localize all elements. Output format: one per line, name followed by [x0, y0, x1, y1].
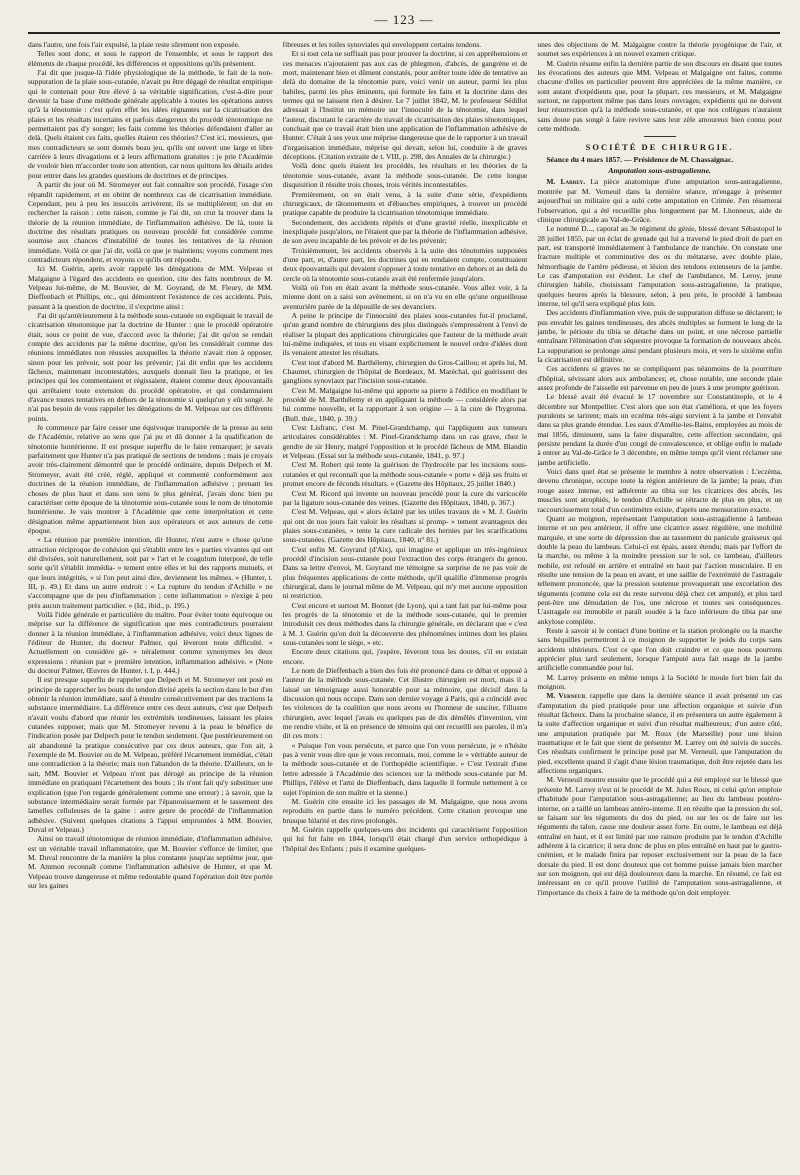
- column-right: [537, 40, 782, 1167]
- paragraph: Le nom de Dieffenbach a bien des fois été prononcé dans ce débat et opposé à l'auteur de la méthode sous-cutanée. Cet illustre chirurgien est mort, mais il a laissé un témoignage aussi honorable pour sa mémoire, que décisif dans la discussion qui nous occupe. Dans son dernier voyage à Paris, qui a coïncidé avec les violences de la coalition que nous avons eu l'honneur de susciter, l'illustre chirurgien, avec lequel j'avais eu quelques pas de dix démêlés d'invention, vint me rendre visite, et là en présence de témoins qui ont recueilli ses paroles, il m'a dit ces mots :: [282, 666, 528, 741]
- header-rule: [28, 32, 780, 34]
- paragraph: J'ai dit qu'antérieurement à la méthode sous-cutanée on expliquait le travail de cicatrisation ténotomique par la doctrine de Hunter : que le procédé opératoire était, sous ce point de vue, d'accord avec la théorie; j'ai dit qu'on se rendait compte des accidents par la même doctrine, qu'on les considérait comme des réunions immédiates non réussies auxquelles la théorie n'avait rien à opposer, sinon pour les prévoir, soit pour les prévenir; j'ai dit enfin que les accidents fâcheux, maintenant incontestables, auxquels donnait lieu la pratique, et les principes qui les commentaient et régissaient, étaient comme deux épouvantails qui arrêtaient toute extension du procédé opératoire, et qui condamnaient d'avance toutes tentatives en dehors de la ténotomie si quelqu'un y eût songé. Je n'ai pas besoin de vous rappeler les dénégations de M. Velpeau sur ces différents points.: [28, 310, 273, 423]
- paragraph: fibreuses et les toiles synoviales qui enveloppent certains tendons.: [282, 40, 482, 49]
- section-rule: [644, 136, 676, 137]
- paragraph: Troisièmement, les accidents observés à la suite des ténotomies supposées d'une part, et, d'autre part, les doctrines qui en rendaient compte, constituaient deux épouvantails qui devaient s'opposer à toute tentative en dehors et au delà du cercle où la ténotomie sous-cutanée avait été renfermée jusqu'alors.: [282, 245, 528, 283]
- session-line: Séance du 4 mars 1857. — Présidence de M. Chassaignac.: [546, 154, 734, 164]
- speaker-name: M. Larrey.: [546, 177, 586, 187]
- paragraph: [537, 691, 782, 775]
- paragraph: C'est enfin M. Goyrand (d'Aix), qui imagine et applique un très-ingénieux procédé d'incision sous-cutanée pour l'extraction des corps étrangers du genou. Dans sa lettre d'envoi, M. Goyrand me témoigne sa surprise de ne pas voir de plus fréquentes applications de cette méthode, qu'il qualifie d'immense progrès chirurgical, dans le journal même de M. Velpeau, qui m'y met aucune opposition ni restriction.: [282, 544, 528, 601]
- section-title: SOCIÉTÉ DE CHIRURGIE.: [585, 142, 734, 153]
- paragraph: Quant au moignon, représentant l'amputation sous-astragalienne à lambeau interne et un peu antérieur, il offre une cicatrice assez régulière, une mobilité marquée, et une sorte de dépression due au tassement du panicule graisseux qui double la peau du lambeau. Celui-ci est épais, assez étendu; mais par l'effort de la marche, ou même à la moindre pression sur le sol, ce lambeau, d'ailleurs mobile, est refoulé en arrière et entraîné en haut par l'action musculaire. Il en résulte une tension de la peau en avant, et une saillie de l'extrémité de l'astragale tellement prononcée, que la pression soutenue provoquerait une excoriation des téguments (comme cela est du reste survenu déjà chez cet amputé), et plus tard peut-être une dénudation de l'os, une nécrose et toutes ses conséquences. L'astragale est immobile et paraît soudée à la face inférieure du tibia par une ankylose complète.: [537, 513, 782, 626]
- paragraph: dans l'autre, une fois l'air expulsé, la plaie reste sûrement non exposée.: [28, 40, 240, 49]
- text-columns: [28, 40, 782, 1167]
- paragraph: « Puisque l'on vous persécute, et parce que l'on vous persécute, je » n'hésite pas à venir vous dire que je vous reconnais, moi, comme le » véritable auteur de la méthode sous-cutanée et de l'orthopédie scientifique. » C'est l'extrait d'une lettre adressée à l'Académie des sciences sur la méthode sous-cutanée par M. Phillips, l'élève et l'ami de Dieffenbach, dans laquelle il formule nettement à ce sujet l'opinion de son maître et la sienne.): [282, 740, 528, 797]
- paragraph: M. Guérin rappelle quelques-uns des incidents qui caractérisent l'opposition qui lui fut faite en 1844, lorsqu'il était chargé d'un service orthopédique à l'hôpital des Enfants ; puis il examine quelques-: [282, 824, 528, 853]
- column-left: [28, 40, 273, 1167]
- paragraph-text: rappelle que dans la dernière séance il avait présenté un cas d'amputation du pied pratiquée pour une affection organique et suivie d'un résultat fâcheux. Dans la prochaine séance, il en présentera un autre également à la suite d'affection organique et suivi d'un résultat malheureux; d'un autre côté, une amputation pratiquée par M. Roux (de Marseille) pour une lésion traumatique et le fait que vient de présenter M. Larrey ont été suivis de succès. Ces résultats confirment le principe posé par M. Verneuil, que l'amputation du pied, excellente quand il s'agit d'une lésion traumatique, doit être rejetée dans les affections organiques.: [537, 691, 782, 776]
- paragraph: M. Verneuil montre ensuite que le procédé qui a été employé sur le blessé que présente M. Larrey n'est ni le procédé de M. Jules Roux, ni celui qu'on emploie d'habitude pour l'amputation sous-astragalienne; au lieu du lambeau postéro-interne, on a taillé un lambeau antéro-interne. Il en résulte que la pression du sol, se faisant sur les téguments du dos du pied, ou sur les os de faire sur les téguments du talon, cause une douleur assez forte. En outre, le lambeau est déjà entraîné en haut, et il est limité par une rainure produite par le tendon d'Achille adhérent à la cicatrice; il sera donc de plus en plus entraîné en haut par le gastro-cnémien, et le malade finira par reposer exclusivement sur la peau de la face dorsale du pied. Il est donc douteux que cet homme puisse jamais bien marcher sur son moignon, qui est déjà douloureux dans la marche. En résumé, ce fait est intéressant en ce qu'il prouve l'utilité de l'amputation sous-astragalienne, et l'importance du choix à faire de la méthode qu'on doit employer.: [537, 775, 782, 897]
- paragraph: Ici M. Guérin, après avoir rappelé les dénégations de MM. Velpeau et Malgaigne à l'égard des accidents en question, cite des faits nombreux de M. Velpeau lui-même, de M. Bouvier, de M. Goyrand, de M. Fleury, de MM. Dieffenbach et Phillips, etc., qui démontrent l'existence de ces accidents. Puis, passant à la question de doctrine, il s'exprime ainsi :: [28, 264, 273, 311]
- paragraph: Il est presque superflu de rappeler que Delpech et M. Stromeyer ont posé en principe de rapprocher les bouts du tendon divisé après la section dans le but d'en obtenir la réunion immédiate, sauf à étendre consécutivement par des tractions la substance intermédiaire. La différence entre ces deux auteurs, c'est que Delpech n'avait voulu d'abord que réunir les extrémités tendineuses, laissant les plaies cutanées supposer, mais que M. Stromeyer revenu à la peau le bénéfice de l'indication posée par Delpech pour le tendon seulement. Que postérieurement on ait abandonné la pratique consécutive par ces deux auteurs, que l'on ait, à l'exemple de M. Bouvier ou de M. Velpeau, préféré l'écartement immédiat, c'était une contradiction à la théorie; mais non l'abandon de la théorie. D'ailleurs, on le sait, MM. Bouvier et Velpeau n'ont pas dérogé au principe de la réunion immédiate en pratiquant l'écartement des bouts ; ils n'ont fait qu'y substituer une explication (que l'on regarde généralement comme une erreur) ; à savoir, que la substance intermédiaire serait formée par l'épanouissement et le tassement des lamelles celluleuses de la gaine : autre genre de procédé de l'inflammation adhésive. (Suivent quelques citations à l'appui empruntées à MM. Bouvier, Duval et Velpeau.): [28, 675, 273, 834]
- paragraph: M. Larrey présente en même temps à la Société le moule fort bien fait du moignon.: [537, 672, 782, 692]
- paragraph-text: La pièce anatomique d'une amputation sous-astragalienne, montrée par M. Verneuil dans la dernière séance, m'engage à présenter aujourd'hui un militaire qui a subi cette amputation en Crimée. J'en résumerai l'observation, qui a été recueillie plus longuement par M. Lhonneux, aide de clinique chirurgicale au Val-de-Grâce.: [537, 177, 782, 224]
- paragraph: Des accidents d'inflammation vive, puis de suppuration diffuse se déclarent; le pus envahit les gaines tendineuses, des abcès multiples se forment le long de la jambe, le périoste du tibia se détache dans un point, et une nécrose partielle entraînant l'élimination d'un séquestre provoque la formation de nouveaux abcès. La suppuration se prolonge ainsi pendant plusieurs mois, et vers le sixième enfin la cicatrisation est définitive.: [537, 308, 782, 364]
- paragraph: Je commence par faire cesser une équivoque transportée de la presse au sein de l'Académie, relative au sens que j'ai pu et dû donner à la qualification de ténotomie huntérienne. Il est presque superflu de le faire remarquer; je savais parfaitement que Hunter n'a pas pratiqué de sections de tendons ; mais je croyais avoir très-clairement démontré que le procédé ordinaire, depuis Delpech et M. Stromeyer, avait été créé, réglé, appliqué et commenté conformément aux doctrines de la réunion immédiate, de l'inflammation adhésive ; prenant les choses de plus haut et dans son sens le plus général, j'avais donc bien pu caractériser cette époque de la ténotomie sous-cutanée sous le nom de ténotomie huntérienne. Je vais montrer à l'Académie que cette interprétation et cette désignation même appartiennent bien aux opérateurs et aux auteurs de cette époque.: [28, 423, 273, 535]
- section-subtitle: Amputation sous-astragalienne.: [608, 166, 711, 176]
- paragraph: C'est encore et surtout M. Bonnet (de Lyon), qui a tant fait par lui-même pour les progrès de la ténotomie et de la méthode sous-cutanée, qui le premier introduisit ces deux méthodes dans la chirurgie générale, en déclarant que « c'est à M. J. Guérin qu'on doit la découverte des phénomènes intimes dont les plaies sous-cutanées sont le siège, » etc.: [282, 600, 528, 647]
- paragraph: C'est M. Velpeau, qui « alors éclairé par les utiles travaux de » M. J. Guérin qui ont de nos jours fait valoir les résultats si promp- » tement avantageux des plaies sous-cutanées, » tente la cure radicale des hernies par les scarifications sous-cutanées. (Gazette des Hôpitaux, 1840, n° 81.): [282, 507, 528, 545]
- paragraph: C'est M. Ricord qui invente un nouveau procédé pour la cure du varicocèle par la ligature sous-cutanée des veines. (Gazette des Hôpitaux, 1840, p. 367.): [282, 488, 528, 507]
- paragraph: [537, 177, 782, 224]
- paragraph: C'est tout d'abord M. Barthélemy, chirurgien du Gros-Caillou; et après lui, M. Chaumet, chirurgien de l'hôpital de Bordeaux, M. Maréchal, qui guérissent des ganglions synoviaux par l'incision sous-cutanée.: [282, 357, 528, 386]
- paragraph: C'est M. Robert qui tente la guérison de l'hydrocèle par les incisions sous-cutanées et qui reconnaît que la méthode sous-cutanée « porte » déjà ses fruits et promet encore de féconds résultats. » (Gazette des Hôpitaux, 25 juillet 1840.): [282, 460, 528, 489]
- paragraph: Premièrement, on en était venu, à la suite d'une série, d'expédients chirurgicaux, de tâtonnements et d'ébauches empiriques, à trouver un procédé pratique capable de produire la cicatrisation ténotomique immédiate.: [282, 189, 528, 218]
- paragraph: Telles sont donc, et sous le rapport de l'ensemble, et sous le rapport des éléments de chaque procédé, les différences et oppositions qu'ils présentent.: [28, 49, 273, 68]
- paragraph: Secondement, des accidents répétés et d'une gravité réelle, inexplicable et inexpliquée jusqu'alors, ne l'étaient que par la théorie de l'inflammation adhésive, de son aveu incapable de les prévoir et de les prévenir;: [282, 217, 528, 246]
- paragraph: Voilà donc quels étaient les procédés, les résultats et les théories de la ténotomie sous-cutanée, avant la méthode sous-cutanée. De cette longue disquisition il résulte trois choses, trois vérités incontestables.: [282, 161, 528, 190]
- paragraph: Le blessé avait été évacué le 17 novembre sur Constantinople, et le 4 décembre sur Montpellier. C'est alors que son état s'améliora, et que les foyers purulents se tarirent; mais un eczéma très-aigu survient à la jambe et l'envahit dans sa plus grande étendue. Les eaux d'Amélie-les-Bains, employées au mois de mai 1856, diminuent, sans la faire disparaître, cette affection secondaire, qui persiste pendant la durée d'un congé de convalescence, et oblige enfin le malade à entrer au Val-de-Grâce le 3 décembre, en même temps qu'il vient réclamer une jambe artificielle.: [537, 392, 782, 467]
- paragraph: M. Guérin résume enfin la dernière partie de son discours en disant que toutes les évocations des auteurs que MM. Velpeau et Malgaigne ont faites, comme chacune d'elles en particulier peuvent être appréciées de la même manière, ce sont autant d'expédients que, pour la plupart, ces messieurs, et M. Malgaigne surtout, ne rapportent même pas dans leurs ouvrages; expédients qui ne doivent leur résurrection qu'à la méthode sous-cutanée, et que nos collègues n'auraient sans doute pas songé à faire revivre sans leur zèle amoureux bien connu pour cette méthode.: [537, 58, 782, 134]
- paragraph: A peine le principe de l'innocuité des plaies sous-cutanées fut-il proclamé, qu'un grand nombre de chirurgiens des plus distingués s'empressèrent à l'envi de réaliser la plupart des applications chirurgicales que l'auteur de la méthode avait lui-même indiquées, et tous en visant explicitement le nouvel ordre d'idées dont ils venaient attester les résultats.: [282, 310, 528, 358]
- paragraph: A partir du jour où M. Stromeyer eut fait connaître son procédé, l'usage s'en répandit rapidement, et en obtint de nombreux cas de cicatrisation immédiate. Cependant, peu à peu les insuccès arrivèrent; ils se multiplièrent; on dut en rechercher la raison : cette raison, comme je l'ai dit, on crut la trouver dans la théorie de la réunion immédiate, de l'inflammation adhésive. De là, toute la doctrine des résultats pratiques ou nouveau procédé fut considérée comme soumise aux chances d'instabilité de toutes les tentatives de la réunion immédiate. Voilà ce que j'ai dit, voilà ce que je maintiens; voyons comment mes contradicteurs répondent, et voyons ce qu'ils ont répondu.: [28, 180, 273, 264]
- page-header: [28, 12, 780, 32]
- paragraph: Et si tout cela ne suffisait pas pour prouver la doctrine, si ces appréhensions et ces menaces n'ajoutaient pas aux cas de phlegmon, d'abcès, de gangrène et de mort, maintenant bien et dûment constatés, pour arrêter toute idée de tentative au delà du domaine de la ténotomie pure, voici venir un auteur, parmi les plus habiles, parmi les plus éminents, qui formule les faits et la doctrine dans des termes qui ne laissent rien à désirer. Le 7 juillet 1842, M. le professeur Sédillot adressait à l'Institut un mémoire sur l'innocuité de la ténotomie, dans lequel l'auteur, discutant le caractère du travail de cicatrisation des plaies ténotomiques, concluait que ce travail était bien une application de l'inflammation adhésive de Hunter. C'était à ses yeux une méprise dangereuse que de le rapporter à un travail d'organisation immédiate, méprise qui devait, selon lui, conduire à de graves déceptions. (Citation extraite de t. VIII, p. 298, des Annales de la chirurgie.): [282, 49, 528, 162]
- paragraph: Voilà l'idée générale et particulière du maître. Pour éviter toute équivoque ou méprise sur la différence de signification que mes contradicteurs pourraient donner à la réunion immédiate, à l'inflammation adhésive, voici deux lignes de l'éditeur de Hunter, du docteur Palmer, qui lèveront toute difficulté. « Actuellement on considère gé- » néralement comme synonymes les deux expressions : réunion par » première intention, inflammation adhésive. » (Note du docteur Palmer, Œuvres de Hunter, t. I, p. 444.): [28, 609, 273, 676]
- paragraph: M. Guérin cite ensuite ici les passages de M. Malgaigne, que nous avons reproduits en partie dans le numéro précédent. Cette citation provoque une brusque hilarité et des rires prolongés.: [282, 796, 528, 825]
- paragraph: Le nommé D..., caporal au 3e régiment du génie, blessé devant Sébastopol le 28 juillet 1855, par un éclat de grenade qui lui a traversé le pied droit de part en part, est transporté immédiatement à l'ambulance de tranchée. On constate une fracture multiple et comminutive des os du métatarse, avec double plaie, hémorrhagie de l'artère pédieuse, et lésion des tendons extenseurs de la jambe. Le cas d'amputation est évident. Le chef de l'ambulance, M. Leroy, jeune chirurgien habile, choisissant l'amputation sous-astragalienne, la pratique, quelques heures après la blessure, selon, à peu près, le procédé à lambeau interne, tel qu'il sera expliqué plus loin.: [537, 224, 782, 308]
- page-number: — 123 —: [374, 12, 434, 27]
- paragraph: J'ai dit que jusque-là l'idée physiologique de la méthode, le fait de la non-suppuration de la plaie sous-cutanée, n'avait pu être dégagé de résultat empirique qui le contenait pour être élevé à sa véritable signification, c'est-à-dire pour devenir la base d'une méthode générale applicable à toutes les opérations autres qu'à la ténotomie : c'est qu'en effet les idées régnantes sur la cicatrisation des plaies et les résultats incertains et parfois dangereux du procédé ténotomique ne permettaient pas d'y songer; les faits comme les théories défendaient d'aller au delà. Quels étaient ces faits, quelles étaient ces théories? C'est ici, messieurs, que mes contradicteurs se sont donnés beau jeu, qu'ils ont ouvert une large et libre carrière à leurs divagations et à leurs affirmations gratuites : je prie l'Académie de vouloir bien m'accorder toute son attention, car nous quittons les détails arides pour entrer dans les grandes questions de doctrines et de principes.: [28, 68, 273, 180]
- paragraph: Voilà où l'on en était avant la méthode sous-cutanée. Vous allez voir, à la mienne dont on a saisi son avènement, si on n'a vu en elle qu'une orgueilleuse aventurière parée de la dépouille de ses devanciers.: [282, 282, 528, 311]
- paragraph: « La réunion par première intention, dit Hunter, n'est autre » chose qu'une attraction réciproque de cohésion qui s'établit entre les » parties vivantes qui ont été divisées, soit naturellement, soit par » l'art et le coagulum interposé, de telle sorte qu'il s'établit immédia- » tement entre elles et lui des rapports mutuels, et que leurs intégrités, » si l'on peut ainsi dire, deviennent les mêmes. » (Hunter, t. III, p. 49.) Et dans un autre endroit : « La rupture du tendon d'Achille » ne s'accompagne que de peu d'inflammation ; cette inflammation » n'exige à peu près aucun traitement particulier. » (Id., ibid., p. 195.): [28, 535, 273, 610]
- column-right-intro: [537, 40, 782, 133]
- paragraph: C'est Lisfranc, c'est M. Pinel-Grandchamp, qui l'appliquent aux tumeurs articulaires considérables : M. Pinel-Grandchamp dans un cas grave, chez le gendre de sir Henry, malgré l'opposition et le procédé fâcheux de MM. Blandin et Velpeau. (Essai sur la méthode sous-cutanée, 1841, p. 97.): [282, 423, 528, 461]
- paragraph: Ainsi on travail ténotomique de réunion immédiate, d'inflammation adhésive, est un véritable travail inflammatoire, que M. Bouvier s'efforce de limiter, que M. Duval rencontre de la manière la plus constante jusqu'au septième jour, que M. Ammon reconnaît comme l'inflammation adhésive de Hunter, et que M. Velpeau trouve dangereuse et même redoutable quand l'opération doit être portée sur les gaines: [28, 834, 273, 890]
- paragraph: Ces accidents si graves ne se compliquent pas néanmoins de la pourriture d'hôpital, sévissant alors aux ambulances; et, chose notable, une seconde plaie assez profonde de l'aisselle est parvenue en peu de jours à une prompte guérison.: [537, 364, 782, 393]
- paragraph: Voici dans quel état se présente le membre à notre observation : L'eczéma, devenu chronique, occupe toute la région antérieure de la jambe; la peau, d'un rouge assez intense, est adhérente au tibia sur les cicatrices des abcès, les muscles sont atrophiés, le tendon d'Achille se rétracte de plus en plus, et un raccourcissement total d'un centimètre existe, d'après une mensuration exacte.: [537, 467, 782, 514]
- paragraph: unes des objections de M. Malgaigne contre la théorie pyogénique de l'air, et soumet ses expériences à un nouvel examen critique.: [537, 40, 782, 59]
- speaker-name: M. Verneuil: [546, 691, 587, 701]
- case-paragraphs: [537, 224, 782, 691]
- paragraph: Encore deux citations qui, j'espère, lèveront tous les doutes, s'il en existait encore.: [282, 647, 528, 666]
- column-middle: [283, 40, 528, 1167]
- paragraph: C'est M. Malgaigne lui-même qui apporte sa pierre à l'édifice en modifiant le procédé de M. Barthélemy et en appliquant la méthode — considérée alors par lui comme nouvelle, et la rapportant à son origine — à la cure de l'hygroma. (Bull. thér., 1840, p. 39.): [282, 385, 528, 423]
- paragraph: Reste à savoir si le contact d'une bottine et la station prolongée ou la marche sans béquilles permettront à ce moignon de supporter le poids du corps sans accidents ultérieurs. C'est ce que l'on doit craindre et ce que nous pourrons apprécier plus tard seulement, lorsque l'amputé aura fait usage de la jambe artificielle commandée pour lui.: [537, 625, 782, 673]
